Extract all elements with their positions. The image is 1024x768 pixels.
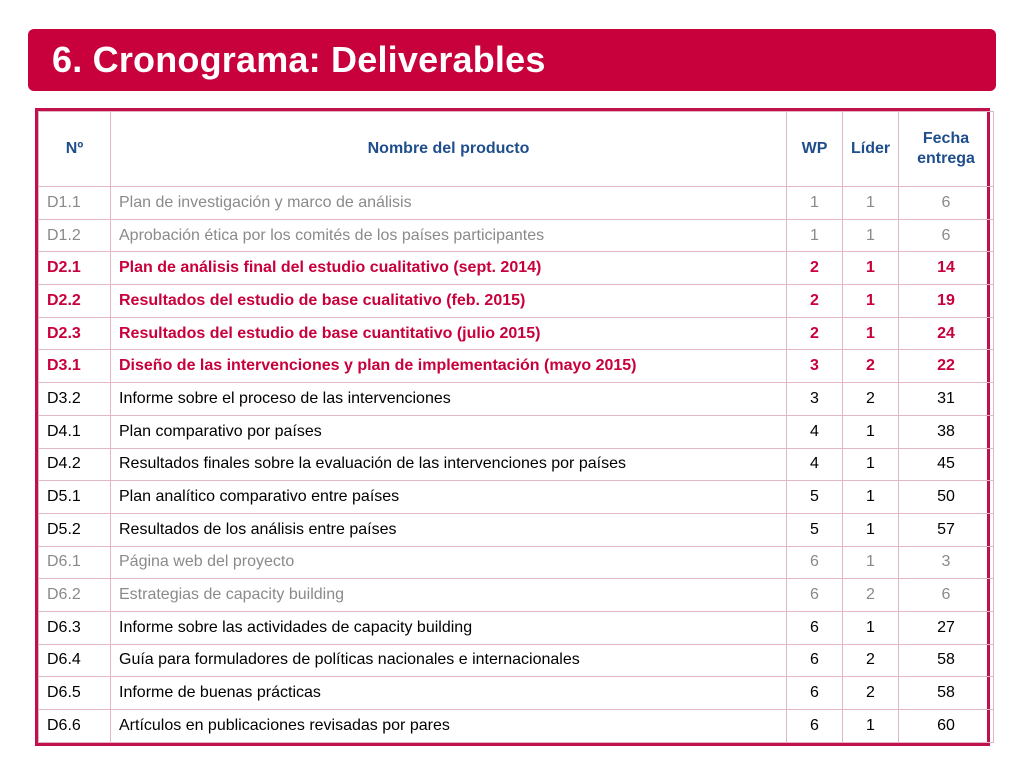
cell-lider: 1	[843, 448, 899, 481]
cell-fecha: 58	[899, 677, 994, 710]
cell-num: D6.1	[39, 546, 111, 579]
cell-wp: 5	[787, 513, 843, 546]
cell-name: Resultados del estudio de base cuantitativo (julio 2015)	[111, 317, 787, 350]
table-row	[39, 448, 994, 481]
cell-fecha: 6	[899, 579, 994, 612]
table-body	[39, 187, 994, 743]
cell-wp: 4	[787, 415, 843, 448]
cell-fecha: 6	[899, 187, 994, 220]
cell-fecha: 50	[899, 481, 994, 514]
cell-fecha: 31	[899, 383, 994, 416]
table-row	[39, 285, 994, 318]
cell-lider: 1	[843, 285, 899, 318]
cell-wp: 2	[787, 285, 843, 318]
table-row	[39, 677, 994, 710]
cell-num: D6.4	[39, 644, 111, 677]
cell-name: Página web del proyecto	[111, 546, 787, 579]
cell-lider: 1	[843, 415, 899, 448]
cell-name: Plan analítico comparativo entre países	[111, 481, 787, 514]
cell-lider: 1	[843, 252, 899, 285]
table-header-row	[39, 112, 994, 187]
cell-name: Artículos en publicaciones revisadas por pares	[111, 710, 787, 743]
cell-lider: 1	[843, 513, 899, 546]
cell-num: D2.1	[39, 252, 111, 285]
cell-num: D1.1	[39, 187, 111, 220]
cell-fecha: 19	[899, 285, 994, 318]
cell-num: D5.1	[39, 481, 111, 514]
cell-name: Informe sobre las actividades de capacity building	[111, 611, 787, 644]
cell-wp: 6	[787, 710, 843, 743]
slide-title: 6. Cronograma: Deliverables	[52, 39, 546, 80]
cell-wp: 6	[787, 546, 843, 579]
cell-lider: 1	[843, 481, 899, 514]
table-row	[39, 644, 994, 677]
cell-lider: 2	[843, 677, 899, 710]
column-header-wp: WP	[787, 112, 843, 187]
cell-wp: 1	[787, 187, 843, 220]
cell-fecha: 6	[899, 219, 994, 252]
cell-num: D3.2	[39, 383, 111, 416]
cell-fecha: 24	[899, 317, 994, 350]
table-row	[39, 219, 994, 252]
cell-lider: 2	[843, 350, 899, 383]
column-header-fecha-line2: entrega	[917, 150, 975, 167]
column-header-lider: Líder	[843, 112, 899, 187]
table-row	[39, 579, 994, 612]
cell-num: D2.3	[39, 317, 111, 350]
table-row	[39, 317, 994, 350]
cell-lider: 2	[843, 644, 899, 677]
table-row	[39, 611, 994, 644]
cell-fecha: 3	[899, 546, 994, 579]
cell-name: Plan de investigación y marco de análisis	[111, 187, 787, 220]
cell-fecha: 22	[899, 350, 994, 383]
cell-lider: 1	[843, 219, 899, 252]
cell-wp: 6	[787, 611, 843, 644]
title-bar	[28, 29, 996, 91]
cell-num: D3.1	[39, 350, 111, 383]
table-row	[39, 546, 994, 579]
cell-num: D2.2	[39, 285, 111, 318]
cell-name: Plan comparativo por países	[111, 415, 787, 448]
cell-wp: 2	[787, 317, 843, 350]
cell-lider: 1	[843, 611, 899, 644]
cell-name: Diseño de las intervenciones y plan de implementación (mayo 2015)	[111, 350, 787, 383]
cell-num: D6.6	[39, 710, 111, 743]
table-row	[39, 710, 994, 743]
table-row	[39, 513, 994, 546]
cell-name: Informe sobre el proceso de las intervenciones	[111, 383, 787, 416]
cell-num: D6.3	[39, 611, 111, 644]
cell-name: Aprobación ética por los comités de los países participantes	[111, 219, 787, 252]
cell-wp: 5	[787, 481, 843, 514]
cell-wp: 6	[787, 579, 843, 612]
cell-name: Guía para formuladores de políticas nacionales e internacionales	[111, 644, 787, 677]
deliverables-table	[38, 111, 994, 743]
column-header-num: Nº	[39, 112, 111, 187]
cell-fecha: 27	[899, 611, 994, 644]
cell-wp: 3	[787, 383, 843, 416]
cell-wp: 1	[787, 219, 843, 252]
cell-fecha: 14	[899, 252, 994, 285]
cell-lider: 1	[843, 317, 899, 350]
cell-name: Plan de análisis final del estudio cualitativo (sept. 2014)	[111, 252, 787, 285]
cell-lider: 1	[843, 187, 899, 220]
cell-num: D5.2	[39, 513, 111, 546]
table-row	[39, 481, 994, 514]
column-header-fecha-line1: Fecha	[922, 130, 970, 147]
cell-num: D6.5	[39, 677, 111, 710]
cell-wp: 3	[787, 350, 843, 383]
cell-num: D6.2	[39, 579, 111, 612]
table-row	[39, 252, 994, 285]
cell-num: D1.2	[39, 219, 111, 252]
column-header-name: Nombre del producto	[111, 112, 787, 187]
cell-name: Resultados de los análisis entre países	[111, 513, 787, 546]
cell-name: Resultados del estudio de base cualitativo (feb. 2015)	[111, 285, 787, 318]
cell-fecha: 60	[899, 710, 994, 743]
cell-lider: 2	[843, 579, 899, 612]
cell-wp: 6	[787, 644, 843, 677]
cell-num: D4.2	[39, 448, 111, 481]
cell-wp: 2	[787, 252, 843, 285]
cell-name: Resultados finales sobre la evaluación de las intervenciones por países	[111, 448, 787, 481]
cell-lider: 1	[843, 710, 899, 743]
cell-fecha: 57	[899, 513, 994, 546]
cell-lider: 2	[843, 383, 899, 416]
table-row	[39, 415, 994, 448]
cell-fecha: 45	[899, 448, 994, 481]
table-row	[39, 350, 994, 383]
cell-num: D4.1	[39, 415, 111, 448]
cell-fecha: 38	[899, 415, 994, 448]
cell-wp: 4	[787, 448, 843, 481]
table-row	[39, 383, 994, 416]
column-header-fecha	[899, 112, 994, 187]
cell-wp: 6	[787, 677, 843, 710]
cell-fecha: 58	[899, 644, 994, 677]
cell-lider: 1	[843, 546, 899, 579]
deliverables-table-container	[35, 108, 990, 746]
cell-name: Informe de buenas prácticas	[111, 677, 787, 710]
table-row	[39, 187, 994, 220]
cell-name: Estrategias de capacity building	[111, 579, 787, 612]
